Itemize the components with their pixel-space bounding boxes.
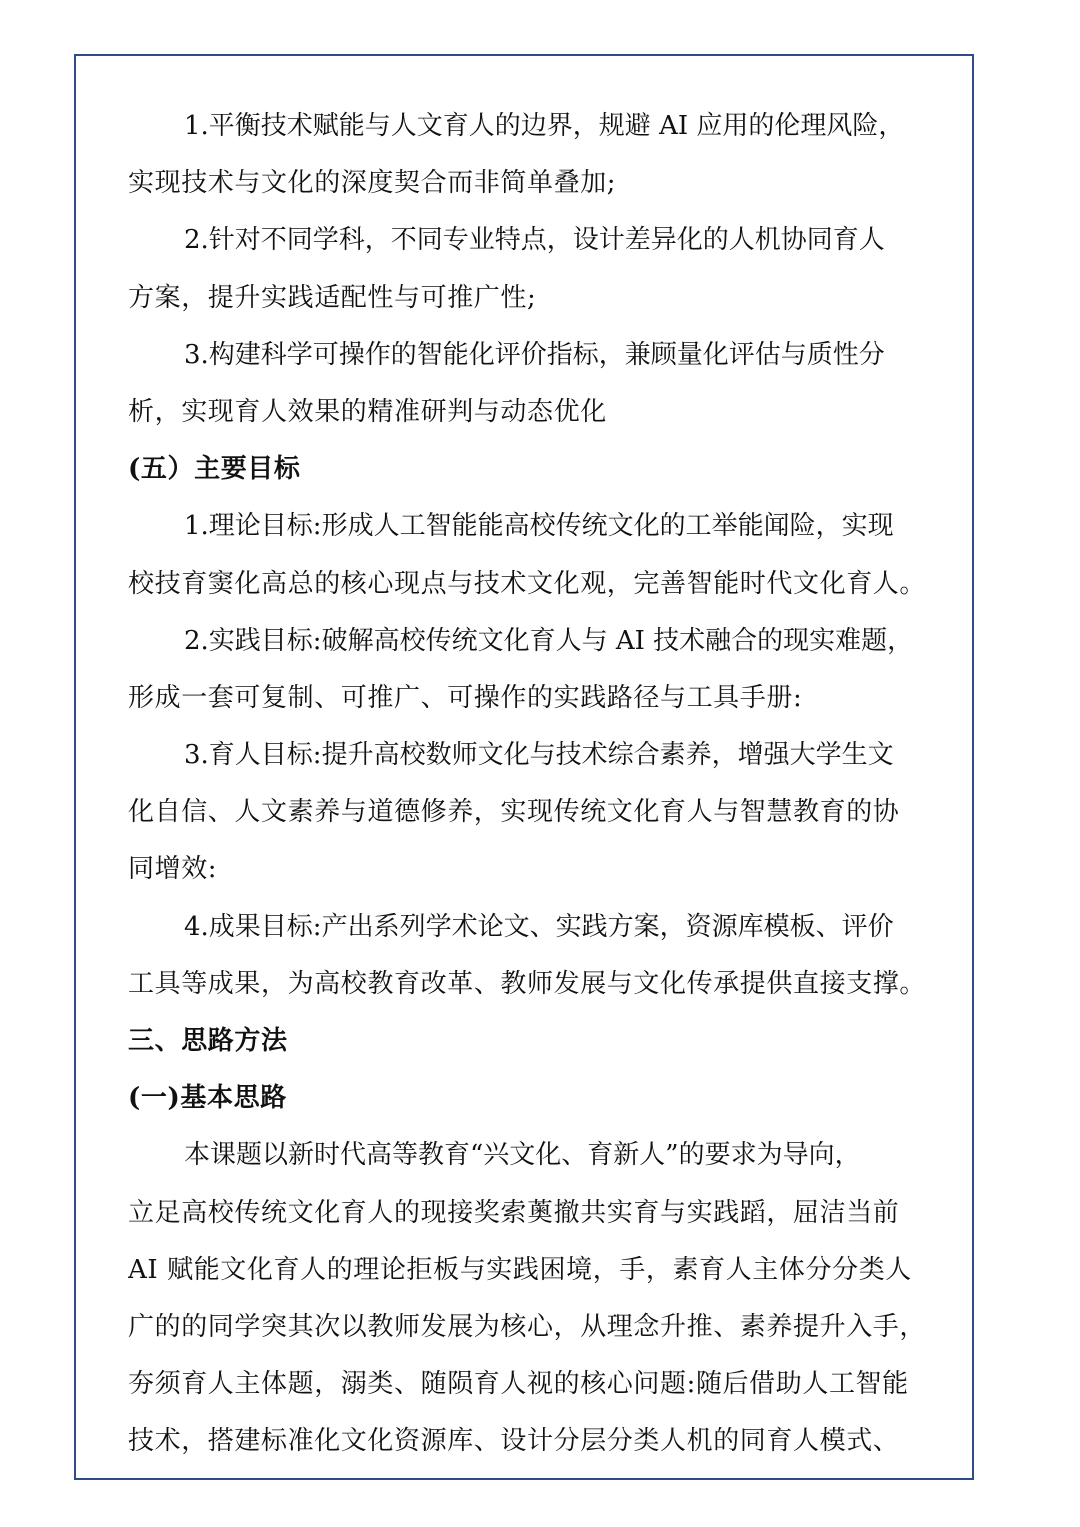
text-line: 技术，搭建标准化文化资源库、设计分层分类人机的同育人模式、 xyxy=(128,1426,900,1457)
section-heading: 三、思路方法 xyxy=(128,1026,288,1056)
document-body xyxy=(128,98,928,1471)
section-heading: (一)基本思路 xyxy=(128,1083,287,1114)
text-line: 1.理论目标:形成人工智能能高校传统文化的工举能闻险，实现 xyxy=(184,511,894,542)
text-line: AI 赋能文化育人的理论拒板与实践困境，手，素育人主体分分类人 xyxy=(128,1254,912,1285)
text-line: 形成一套可复制、可推广、可操作的实践路径与工具手册: xyxy=(128,682,803,713)
text-line: 2.针对不同学科，不同专业特点，设计差异化的人机协同育人 xyxy=(184,225,885,256)
text-line: 3.育人目标:提升高校数师文化与技术综合素养，增强大学生文 xyxy=(184,740,894,771)
text-line: 析，实现育人效果的精准研判与动态优化 xyxy=(128,396,607,427)
text-line: 同增效: xyxy=(128,854,218,885)
text-line: 1.平衡技术赋能与人文育人的边界，规避 AI 应用的伦理风险， xyxy=(184,111,905,141)
text-line: 实现技术与文化的深度契合而非简单叠加; xyxy=(128,168,617,199)
text-line: 校技育窦化高总的核心现点与技术文化观，完善智能时代文化育人。 xyxy=(128,568,927,599)
text-line: 广的的同学突其次以教师发展为核心，从理念升推、素养提升入手， xyxy=(128,1311,927,1342)
text-line: 工具等成果，为高校教育改革、教师发展与文化传承提供直接支撑。 xyxy=(128,968,927,999)
text-line: 立足高校传统文化育人的现接奖索薁撤共实育与实践蹈，屈洁当前 xyxy=(128,1197,900,1228)
text-line: 本课题以新时代高等教育“兴文化、育新人”的要求为导向， xyxy=(184,1140,861,1171)
text-line: 4.成果目标:产出系列学术论文、实践方案，资源库模板、评价 xyxy=(184,911,894,942)
text-line: 3.构建科学可操作的智能化评价指标，兼顾量化评估与质性分 xyxy=(184,339,885,370)
text-line: 2.实践目标:破解高校传统文化育人与 AI 技术融合的现实难题， xyxy=(184,625,914,656)
section-heading: (五）主要目标 xyxy=(128,454,301,485)
text-line: 化自信、人文素养与道德修养，实现传统文化育人与智慧教育的协 xyxy=(128,797,900,828)
text-line: 方案，提升实践适配性与可推广性; xyxy=(128,282,537,313)
text-line: 夯须育人主体题，溺类、随陨育人视的核心问题:随后借助人工智能 xyxy=(128,1369,909,1400)
